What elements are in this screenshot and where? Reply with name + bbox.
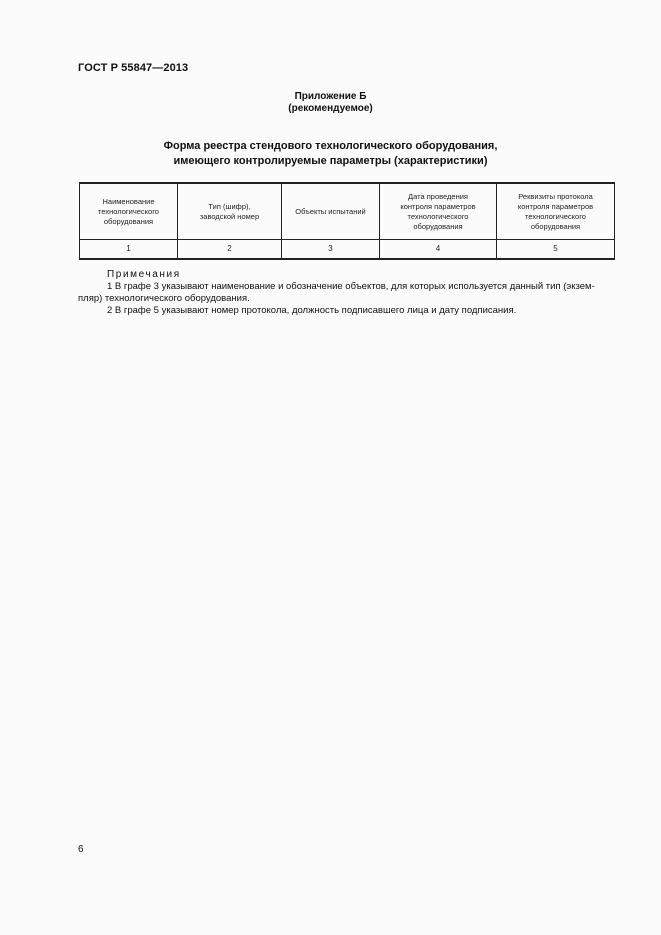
column-number: 5 [497,240,615,260]
column-number: 4 [380,240,497,260]
registry-form-table [79,182,615,260]
column-number: 2 [178,240,282,260]
table-header-row [80,183,615,240]
header-line: Наименование [102,196,155,206]
column-number-row [80,240,615,260]
column-header-test-objects [282,183,380,240]
header-line: контроля параметров [517,201,594,211]
header-line: заводской номер [199,211,260,221]
header-line: Тип (шифр), [208,201,251,211]
header-line: технологического [525,211,586,221]
annex-status: (рекомендуемое) [288,103,373,114]
column-number: 1 [80,240,178,260]
column-header-type [178,183,282,240]
header-line: технологического [98,206,159,216]
column-number: 3 [282,240,380,260]
standard-code: ГОСТ Р 55847—2013 [78,62,189,74]
column-header-control-date [380,183,497,240]
column-header-name [80,183,178,240]
header-line: Реквизиты протокола [518,191,593,201]
notes-heading: Примечания [107,269,181,280]
note-1-line-1: 1 В графе 3 указывают наименование и обозначение объектов, для которых используется данный тип (экзем- [107,281,595,292]
column-header-protocol-details [497,183,615,240]
header-line: Объекты испытаний [295,206,366,216]
header-line: оборудования [103,216,154,226]
header-line: оборудования [413,221,463,231]
form-title-line-2: имеющего контролируемые параметры (характеристики) [173,155,488,167]
header-line: технологического [407,211,469,221]
note-1-line-2: пляр) технологического оборудования. [78,293,250,304]
header-line: контроля параметров [400,201,476,211]
form-title-line-1: Форма реестра стендового технологического оборудования, [163,140,498,152]
header-line: оборудования [530,221,581,231]
annex-title: Приложение Б [294,91,367,102]
page-number: 6 [78,844,84,855]
header-line: Дата проведения [408,191,468,201]
note-2: 2 В графе 5 указывают номер протокола, должность подписавшего лица и дату подписания. [107,305,517,316]
